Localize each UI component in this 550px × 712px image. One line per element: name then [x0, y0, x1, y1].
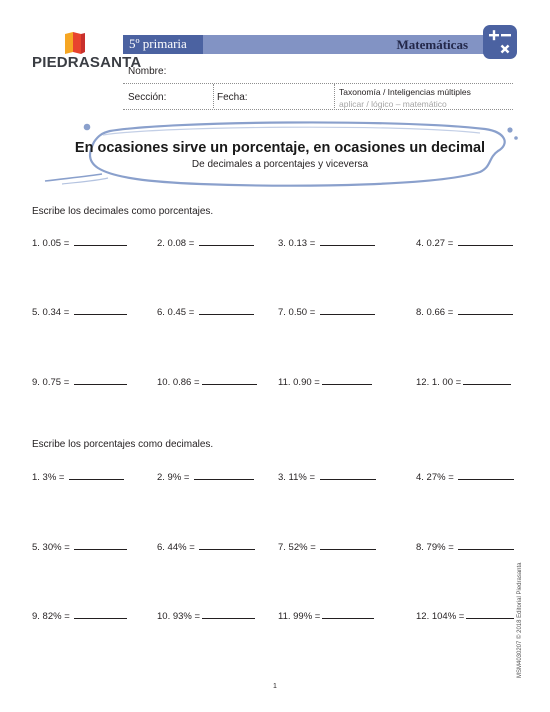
exercise-item: [157, 237, 254, 249]
grade-label: 5º primaria: [129, 36, 187, 51]
exercise-item: [416, 471, 514, 483]
cloud-title-frame: [40, 118, 520, 196]
exercise-item: [416, 237, 513, 249]
exercise-label: 12. 104% =: [416, 611, 465, 622]
answer-blank[interactable]: [458, 541, 514, 550]
exercise-item: [32, 471, 124, 483]
answer-blank[interactable]: [322, 610, 374, 619]
exercise-label: 1. 3% =: [32, 472, 65, 483]
answer-blank[interactable]: [69, 471, 124, 480]
fecha-label: Fecha:: [217, 92, 248, 103]
exercise-item: [278, 471, 376, 483]
subject-label: Matemáticas: [396, 37, 468, 52]
exercise-item: [157, 306, 254, 318]
exercise-label: 6. 0.45 =: [157, 307, 195, 318]
exercise-label: 8. 0.66 =: [416, 307, 454, 318]
nombre-label: Nombre:: [128, 66, 167, 77]
answer-blank[interactable]: [320, 471, 376, 480]
exercise-label: 3. 0.13 =: [278, 238, 316, 249]
exercise-item: [416, 306, 513, 318]
exercise-item: [32, 610, 127, 622]
answer-blank[interactable]: [466, 610, 514, 619]
exercise-item: [157, 610, 255, 622]
exercise-item: [278, 237, 375, 249]
answer-blank[interactable]: [320, 541, 376, 550]
exercise-item: [157, 541, 255, 553]
copyright-side-text: MSM4030207 © 2018 Editorial Piedrasanta: [517, 562, 523, 678]
exercise-item: [416, 610, 514, 622]
exercise-item: [278, 610, 374, 622]
answer-blank[interactable]: [199, 237, 254, 246]
exercise-label: 9. 0.75 =: [32, 377, 70, 388]
exercise-label: 12. 1. 00 =: [416, 377, 462, 388]
answer-blank[interactable]: [202, 610, 255, 619]
worksheet-subtitle: De decimales a porcentajes y viceversa: [191, 159, 369, 170]
answer-blank[interactable]: [199, 306, 254, 315]
exercise-label: 7. 0.50 =: [278, 307, 316, 318]
exercise-label: 9. 82% =: [32, 611, 70, 622]
header-bottom-line: [123, 109, 513, 110]
exercise-label: 10. 93% =: [157, 611, 201, 622]
section1-instruction: Escribe los decimales como porcentajes.: [32, 206, 214, 217]
exercise-label: 1. 0.05 =: [32, 238, 70, 249]
answer-blank[interactable]: [199, 541, 255, 550]
exercise-label: 11. 99% =: [278, 611, 321, 622]
exercise-label: 8. 79% =: [416, 542, 454, 553]
answer-blank[interactable]: [458, 471, 514, 480]
taxonomia-label: Taxonomía / Inteligencias múltiples: [339, 87, 471, 97]
exercise-item: [32, 237, 127, 249]
answer-blank[interactable]: [74, 376, 127, 385]
answer-blank[interactable]: [74, 237, 127, 246]
answer-blank[interactable]: [202, 376, 257, 385]
worksheet-title: En ocasiones sirve un porcentaje, en ocasiones un decimal: [74, 140, 486, 156]
exercise-item: [278, 541, 376, 553]
answer-blank[interactable]: [74, 541, 127, 550]
field-divider: [213, 84, 214, 108]
answer-blank[interactable]: [74, 306, 127, 315]
exercise-label: 4. 27% =: [416, 472, 454, 483]
answer-blank[interactable]: [320, 237, 375, 246]
exercise-item: [32, 376, 127, 388]
nombre-line[interactable]: [123, 83, 513, 84]
field-divider: [334, 84, 335, 108]
exercise-label: 2. 9% =: [157, 472, 190, 483]
section2-instruction: Escribe los porcentajes como decimales.: [32, 439, 214, 450]
page-number: 1: [273, 683, 277, 690]
exercise-item: [32, 541, 127, 553]
exercise-label: 6. 44% =: [157, 542, 195, 553]
brand-logo-text: PIEDRASANTA: [32, 54, 142, 71]
exercise-label: 11. 0.90 =: [278, 377, 320, 388]
book-logo-icon: [63, 32, 87, 54]
seccion-label: Sección:: [128, 92, 167, 103]
answer-blank[interactable]: [322, 376, 372, 385]
exercise-item: [32, 306, 127, 318]
answer-blank[interactable]: [463, 376, 511, 385]
exercise-label: 5. 0.34 =: [32, 307, 70, 318]
exercise-label: 2. 0.08 =: [157, 238, 195, 249]
taxonomia-value: aplicar / lógico – matemático: [339, 99, 447, 109]
exercise-label: 10. 0.86 =: [157, 377, 200, 388]
exercise-label: 5. 30% =: [32, 542, 70, 553]
exercise-item: [416, 376, 511, 388]
exercise-label: 7. 52% =: [278, 542, 316, 553]
exercise-item: [416, 541, 514, 553]
exercise-label: 4. 0.27 =: [416, 238, 454, 249]
exercise-item: [278, 306, 375, 318]
answer-blank[interactable]: [458, 237, 513, 246]
answer-blank[interactable]: [194, 471, 254, 480]
answer-blank[interactable]: [320, 306, 375, 315]
answer-blank[interactable]: [458, 306, 513, 315]
exercise-item: [157, 471, 254, 483]
exercise-item: [157, 376, 257, 388]
exercise-label: 3. 11% =: [278, 472, 316, 483]
exercise-item: [278, 376, 372, 388]
answer-blank[interactable]: [74, 610, 127, 619]
math-operations-icon: [480, 22, 520, 62]
